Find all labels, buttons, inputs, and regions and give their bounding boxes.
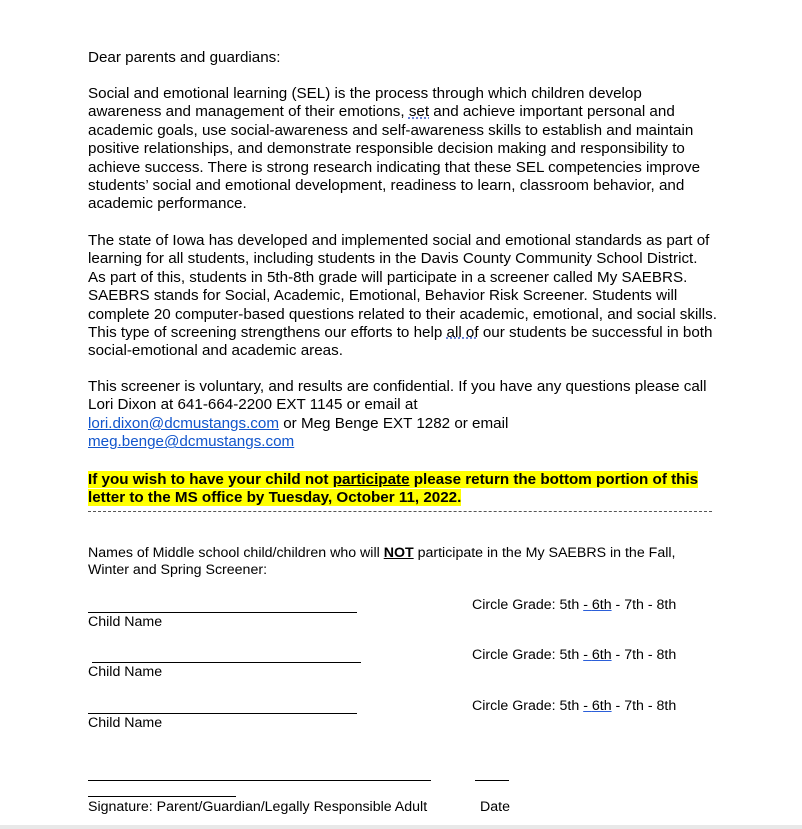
child-name-label-3: Child Name bbox=[88, 715, 163, 731]
paragraph-contact: This screener is voluntary, and results are confidential. If you have any questions please call Lori Dixon at 641-664-2200 EXT 1145 or email at lori.dixon@dcmustangs.com or Meg Benge EXT 1282 or email meg.benge@dcmustangs.com bbox=[88, 378, 707, 451]
greeting: Dear parents and guardians: bbox=[88, 49, 281, 66]
email-link-meg[interactable]: meg.benge@dcmustangs.com bbox=[88, 433, 295, 451]
child-name-label-2: Child Name bbox=[88, 664, 163, 680]
signature-line[interactable] bbox=[88, 780, 431, 781]
cut-line bbox=[88, 511, 712, 512]
signature-line-extra bbox=[88, 796, 236, 797]
circle-grade-1[interactable]: Circle Grade: 5th - 6th - 7th - 8th bbox=[472, 597, 677, 613]
all-of-word: all of bbox=[446, 324, 479, 342]
date-label: Date bbox=[480, 799, 510, 815]
email-link-lori[interactable]: lori.dixon@dcmustangs.com bbox=[88, 414, 279, 432]
paragraph-iowa-standards: The state of Iowa has developed and implemented social and emotional standards as part of learning for all students, including students in the Davis County Community School District. As part of this, students in 5th-8th grade will participate in a screener called My SAEBRS. SAEBRS stands for Social, Academic, Emotional, Behavior Risk Screener. Students will complete 20 computer-based questions related to their academic, emotional, and social skills. This type of screening strengthens our efforts to help all of our students be successful in both social-emotional and academic areas. bbox=[88, 232, 717, 360]
circle-grade-3[interactable]: Circle Grade: 5th - 6th - 7th - 8th bbox=[472, 698, 677, 714]
paragraph-sel-intro: Social and emotional learning (SEL) is the process through which children develop awareness and management of their emotions, set and achieve important personal and academic goals, use social-awareness and self-awareness skills to establish and maintain positive relationships, and demonstrate responsible decision making and responsibility to achieve success. There is strong research indicating that these SEL competencies improve students’ social and emotional development, readiness to learn, classroom behavior, and academic performance. bbox=[88, 85, 701, 213]
date-line[interactable] bbox=[475, 780, 509, 781]
page-bottom-edge bbox=[0, 825, 802, 829]
circle-grade-2[interactable]: Circle Grade: 5th - 6th - 7th - 8th bbox=[472, 647, 677, 663]
child-name-line-1[interactable] bbox=[88, 612, 357, 613]
signature-label: Signature: Parent/Guardian/Legally Responsible Adult bbox=[88, 799, 428, 815]
child-name-line-3[interactable] bbox=[88, 713, 357, 714]
child-name-label-1: Child Name bbox=[88, 614, 163, 630]
highlight-instruction: If you wish to have your child not participate please return the bottom portion of this letter to the MS office by Tuesday, October 11, 2022. bbox=[88, 471, 699, 507]
not-word: NOT bbox=[383, 545, 414, 561]
participate-word: participate bbox=[332, 471, 410, 488]
set-word: set bbox=[408, 103, 430, 121]
child-name-line-2[interactable] bbox=[92, 662, 361, 663]
form-intro: Names of Middle school child/children who will NOT participate in the My SAEBRS in the Fall, Winter and Spring Screener: bbox=[88, 545, 676, 578]
